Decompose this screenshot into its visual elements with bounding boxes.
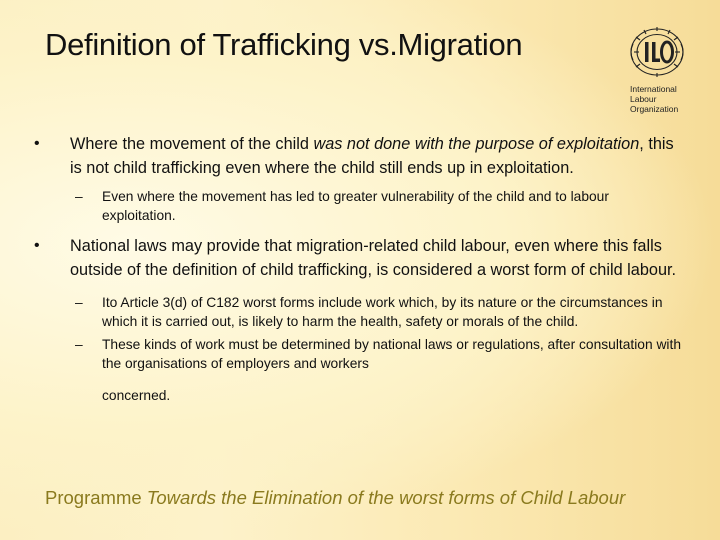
sub-bullet-item bbox=[34, 335, 684, 405]
sub-bullet-text: Ito Article 3(d) of C182 worst forms include work which, by its nature or the circumstances in which it is carried out, is likely to harm the health, safety or morals of the child. bbox=[102, 295, 663, 329]
bullet-marker: • bbox=[34, 237, 40, 254]
sub-bullet-text: These kinds of work must be determined by national laws or regulations, after consultation with the organisations of employers and workers bbox=[102, 337, 681, 371]
footer-text-italic: Towards the Elimination of the worst forms of Child Labour bbox=[146, 487, 626, 508]
slide-title: Definition of Trafficking vs.Migration bbox=[45, 27, 523, 62]
sub-bullet-marker: – bbox=[75, 189, 83, 204]
logo-line-labour: Labour bbox=[630, 94, 657, 104]
logo-line-organization: Organization bbox=[630, 104, 679, 114]
bullet-item bbox=[34, 234, 684, 282]
ilo-emblem-icon bbox=[626, 22, 688, 82]
bullet-text: , this is not child trafficking even where the child still ends up in exploitation. bbox=[70, 135, 674, 177]
bullet-text: Where the movement of the child bbox=[70, 135, 314, 153]
footer-text: Programme bbox=[45, 487, 147, 508]
sub-bullet-text-tail: concerned. bbox=[102, 388, 171, 403]
bullet-item bbox=[34, 132, 684, 180]
sub-bullet-item bbox=[34, 293, 684, 331]
sub-bullet-marker: – bbox=[75, 295, 83, 310]
logo-line-international: International bbox=[630, 84, 677, 94]
bullet-marker: • bbox=[34, 135, 40, 152]
sub-bullet-text: Even where the movement has led to greater vulnerability of the child and to labour exploitation. bbox=[102, 189, 609, 223]
slide-content bbox=[34, 132, 684, 405]
sub-bullet-item bbox=[34, 187, 684, 225]
sub-bullet-marker: – bbox=[75, 337, 83, 352]
logo-text bbox=[630, 84, 700, 114]
bullet-text-emphasis: was not done with the purpose of exploitation bbox=[313, 135, 640, 153]
bullet-text: National laws may provide that migration-related child labour, even where this falls outside of the definition of child trafficking, is considered a worst form of child labour. bbox=[70, 237, 677, 279]
footer-programme-title bbox=[45, 487, 625, 509]
ilo-logo bbox=[626, 22, 688, 118]
